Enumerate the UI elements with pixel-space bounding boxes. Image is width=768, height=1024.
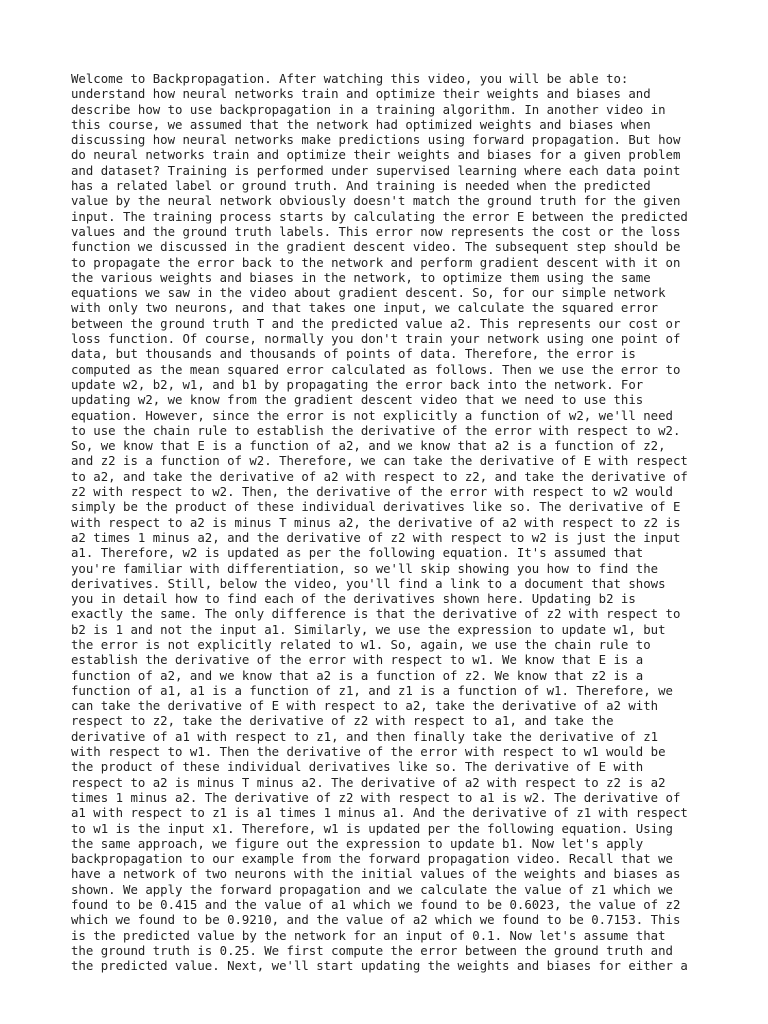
- text-line: with only two neurons, and that takes one input, we calculate the squared error: [71, 301, 659, 316]
- text-line: have a network of two neurons with the initial values of the weights and biases as: [71, 867, 681, 882]
- text-line: shown. We apply the forward propagation and we calculate the value of z1 which we: [71, 882, 673, 897]
- text-line: value by the neural network obviously doesn't match the ground truth for the given: [71, 194, 681, 209]
- text-line: and dataset? Training is performed under supervised learning where each data point: [71, 163, 681, 178]
- text-line: to a2, and take the derivative of a2 with respect to z2, and take the derivative of: [71, 469, 688, 484]
- text-line: to w1 is the input x1. Therefore, w1 is updated per the following equation. Using: [71, 821, 673, 836]
- text-line: update w2, b2, w1, and b1 by propagating the error back into the network. For: [71, 377, 644, 392]
- text-line: describe how to use backpropagation in a training algorithm. In another video in: [71, 102, 666, 117]
- text-line: simply be the product of these individual derivatives like so. The derivative of E: [71, 500, 681, 515]
- text-line: respect to z2, take the derivative of z2 with respect to a1, and take the: [71, 714, 614, 729]
- text-line: with respect to a2 is minus T minus a2, the derivative of a2 with respect to z2 is: [71, 515, 681, 530]
- text-line: a1 with respect to z1 is a1 times 1 minus a1. And the derivative of z1 with respect: [71, 806, 688, 821]
- text-line: b2 is 1 and not the input a1. Similarly, we use the expression to update w1, but: [71, 622, 666, 637]
- text-line: and z2 is a function of w2. Therefore, we can take the derivative of E with respect: [71, 454, 688, 469]
- text-line: establish the derivative of the error with respect to w1. We know that E is a: [71, 653, 644, 668]
- text-line: understand how neural networks train and optimize their weights and biases and: [71, 87, 651, 102]
- text-line: the ground truth is 0.25. We first compute the error between the ground truth and: [71, 943, 673, 958]
- text-line: computed as the mean squared error calculated as follows. Then we use the error to: [71, 362, 681, 377]
- text-line: the predicted value. Next, we'll start updating the weights and biases for either a: [71, 959, 688, 974]
- text-line: you're familiar with differentiation, so we'll skip showing you how to find the: [71, 561, 659, 576]
- text-line: discussing how neural networks make predictions using forward propagation. But how: [71, 133, 681, 148]
- text-line: function we discussed in the gradient descent video. The subsequent step should be: [71, 240, 681, 255]
- text-line: equations we saw in the video about gradient descent. So, for our simple network: [71, 286, 666, 301]
- text-line: the various weights and biases in the network, to optimize them using the same: [71, 270, 651, 285]
- text-line: to propagate the error back to the network and perform gradient descent with it on: [71, 255, 681, 270]
- text-line: found to be 0.415 and the value of a1 which we found to be 0.6023, the value of z2: [71, 898, 681, 913]
- text-line: function of a2, and we know that a2 is a function of z2. We know that z2 is a: [71, 668, 644, 683]
- text-line: you in detail how to find each of the derivatives shown here. Updating b2 is: [71, 592, 636, 607]
- text-line: derivative of a1 with respect to z1, and then finally take the derivative of z1: [71, 729, 659, 744]
- text-line: which we found to be 0.9210, and the value of a2 which we found to be 0.7153. This: [71, 913, 681, 928]
- text-line: Welcome to Backpropagation. After watching this video, you will be able to:: [71, 72, 629, 86]
- text-line: can take the derivative of E with respect to a2, take the derivative of a2 with: [71, 699, 659, 714]
- text-line: the same approach, we figure out the expression to update b1. Now let's apply: [71, 836, 644, 851]
- text-line: exactly the same. The only difference is that the derivative of z2 with respect to: [71, 607, 681, 622]
- text-line: a1. Therefore, w2 is updated as per the following equation. It's assumed that: [71, 546, 644, 561]
- text-line: So, we know that E is a function of a2, and we know that a2 is a function of z2,: [71, 439, 666, 454]
- text-line: data, but thousands and thousands of points of data. Therefore, the error is: [71, 347, 636, 362]
- transcript-text: [71, 72, 711, 975]
- text-line: between the ground truth T and the predicted value a2. This represents our cost or: [71, 316, 681, 331]
- text-line: has a related label or ground truth. And training is needed when the predicted: [71, 179, 651, 194]
- text-line: is the predicted value by the network for an input of 0.1. Now let's assume that: [71, 928, 666, 943]
- text-line: the product of these individual derivatives like so. The derivative of E with: [71, 760, 644, 775]
- text-line: values and the ground truth labels. This error now represents the cost or the loss: [71, 224, 681, 239]
- text-line: times 1 minus a2. The derivative of z2 with respect to a1 is w2. The derivative of: [71, 790, 681, 805]
- text-line: function of a1, a1 is a function of z1, and z1 is a function of w1. Therefore, we: [71, 683, 673, 698]
- text-line: with respect to w1. Then the derivative of the error with respect to w1 would be: [71, 745, 666, 760]
- text-line: do neural networks train and optimize their weights and biases for a given problem: [71, 148, 681, 163]
- text-line: loss function. Of course, normally you don't train your network using one point of: [71, 332, 681, 347]
- text-line: input. The training process starts by calculating the error E between the predicted: [71, 209, 688, 224]
- text-line: to use the chain rule to establish the derivative of the error with respect to w2.: [71, 423, 681, 438]
- text-line: equation. However, since the error is not explicitly a function of w2, we'll need: [71, 408, 673, 423]
- text-line: derivatives. Still, below the video, you'll find a link to a document that shows: [71, 576, 666, 591]
- text-line: the error is not explicitly related to w1. So, again, we use the chain rule to: [71, 637, 651, 652]
- text-line: backpropagation to our example from the forward propagation video. Recall that we: [71, 852, 673, 867]
- text-line: this course, we assumed that the network had optimized weights and biases when: [71, 117, 651, 132]
- text-line: respect to a2 is minus T minus a2. The derivative of a2 with respect to z2 is a2: [71, 775, 666, 790]
- text-line: updating w2, we know from the gradient descent video that we need to use this: [71, 393, 644, 408]
- text-line: z2 with respect to w2. Then, the derivative of the error with respect to w2 would: [71, 485, 673, 500]
- text-line: a2 times 1 minus a2, and the derivative of z2 with respect to w2 is just the input: [71, 530, 681, 545]
